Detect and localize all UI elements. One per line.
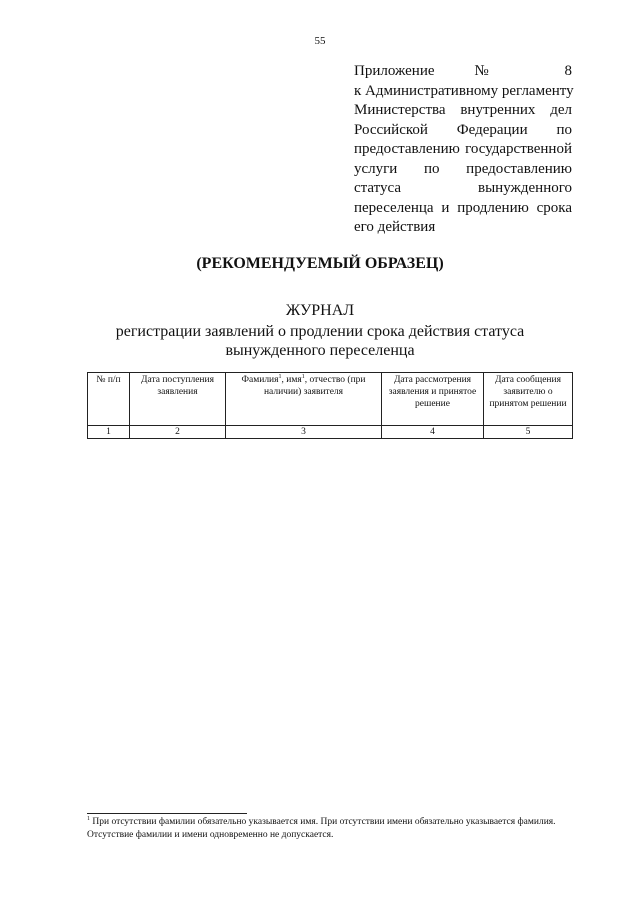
- table-row: [88, 426, 573, 439]
- footnote-ref: 1: [278, 373, 282, 380]
- table-header-cell: Дата рассмотрения заявления и принятое решение: [382, 373, 484, 426]
- footnote-marker: 1: [87, 815, 90, 822]
- recommended-sample-label: (РЕКОМЕНДУЕМЫЙ ОБРАЗЕЦ): [196, 255, 444, 272]
- journal-subtitle-line: регистрации заявлений о продлении срока действия статуса: [115, 323, 525, 340]
- journal-subtitle: [0, 322, 640, 360]
- journal-subtitle-line: вынужденного переселенца: [225, 342, 415, 359]
- header-text: Фамилия: [241, 375, 279, 385]
- column-number: 4: [382, 426, 484, 439]
- appendix-line: Приложение № 8: [354, 63, 572, 79]
- footnote-divider: [87, 813, 247, 814]
- appendix-line: его действия: [354, 219, 436, 235]
- appendix-line: к Административному регламенту: [354, 82, 574, 99]
- footnote-ref: 1: [301, 373, 305, 380]
- appendix-line: услуги по предоставлению: [354, 160, 572, 177]
- table-header-row: [88, 373, 573, 426]
- footnote-text: При отсутствии фамилии обязательно указывается имя. При отсутствии имени обязательно указывается фамилия. Отсутствие фамилии и имени одновременно не допускается.: [87, 817, 556, 840]
- appendix-line: предоставлению государственной: [354, 141, 572, 157]
- appendix-block: [354, 62, 572, 238]
- column-number: 2: [130, 426, 226, 439]
- column-number: 5: [484, 426, 573, 439]
- appendix-line: статуса вынужденного: [354, 180, 572, 196]
- appendix-line: Министерства внутренних дел: [354, 102, 572, 118]
- table-header-cell: Дата поступления заявления: [130, 373, 226, 426]
- table-header-cell: Дата сообщения заявителю о принятом решении: [484, 373, 573, 426]
- header-text: , имя: [281, 375, 302, 385]
- header-text: , отчество (при наличии) заявителя: [263, 375, 366, 397]
- appendix-line: Российской Федерации по: [354, 121, 572, 138]
- journal-title: ЖУРНАЛ: [285, 302, 355, 319]
- appendix-line: переселенца и продлению срока: [354, 199, 572, 216]
- page-number: 55: [314, 35, 326, 47]
- table-header-cell: [226, 373, 382, 426]
- column-number: 1: [88, 426, 130, 439]
- column-number: 3: [226, 426, 382, 439]
- footnote: [87, 816, 575, 842]
- registration-table: [87, 372, 573, 439]
- table-header-cell: № п/п: [88, 373, 130, 426]
